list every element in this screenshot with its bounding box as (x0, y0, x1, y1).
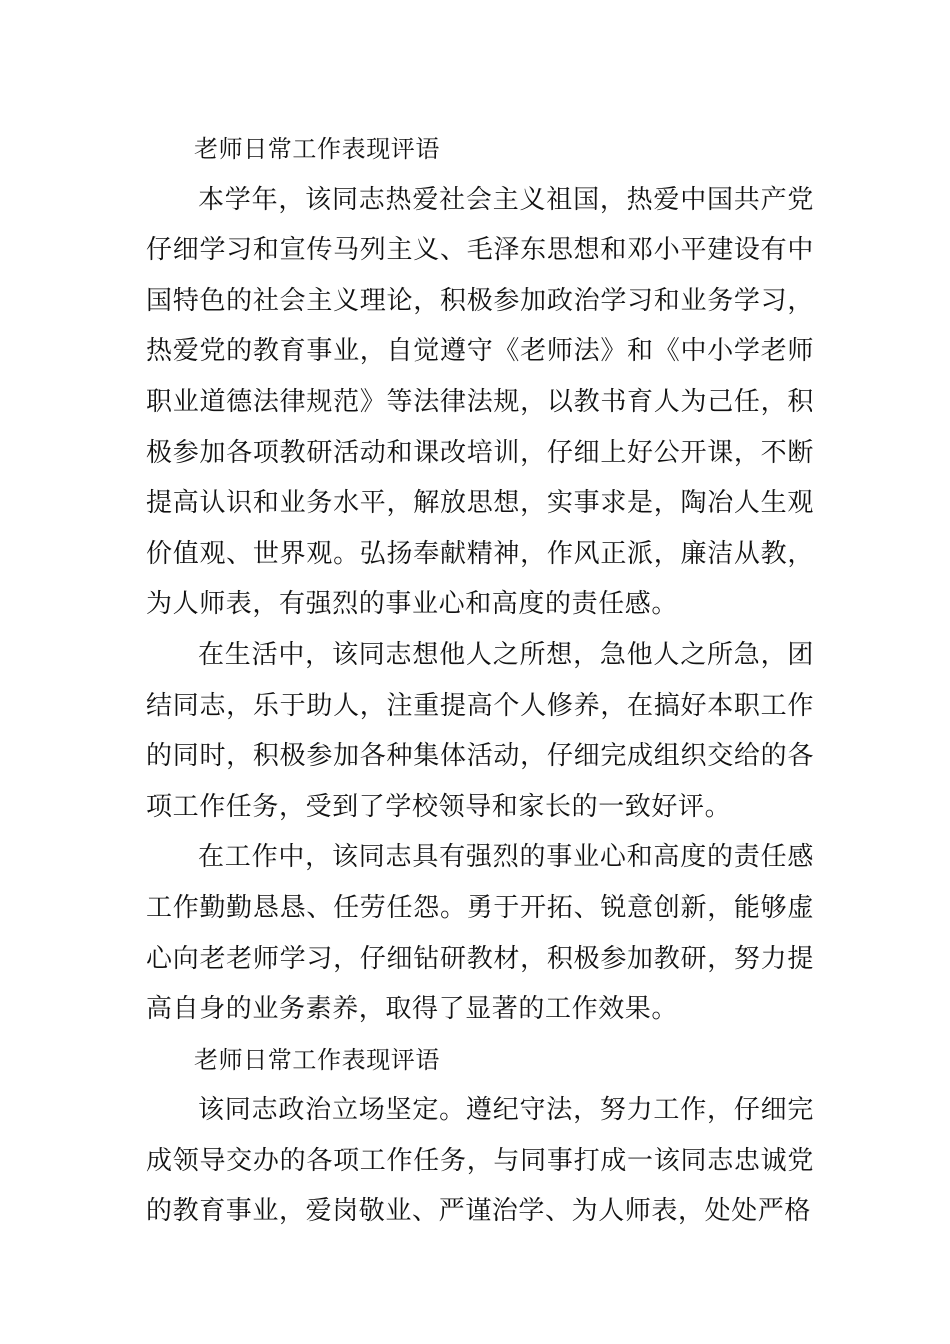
document-body (146, 124, 814, 1237)
paragraph-3: 在工作中，该同志具有强烈的事业心和高度的责任感工作勤勤恳恳、任劳任怨。勇于开拓、锐意创新，能够虚心向老老师学习，仔细钻研教材，积极参加教研，努力提高自身的业务素养，取得了显著的工作效果。 (146, 842, 814, 1025)
section-heading-1: 老师日常工作表现评语 (194, 135, 440, 163)
paragraph-4: 该同志政治立场坚定。遵纪守法，努力工作，仔细完成领导交办的各项工作任务，与同事打成一该同志忠诚党的教育事业，爱岗敬业、严谨治学、为人师表，处处严格 (146, 1095, 814, 1227)
paragraph-2: 在生活中，该同志想他人之所想，急他人之所急，团结同志，乐于助人，注重提高个人修养，在搞好本职工作的同时，积极参加各种集体活动，仔细完成组织交给的各项工作任务，受到了学校领导和家长的一致好评。 (146, 639, 814, 822)
paragraph-1: 本学年，该同志热爱社会主义祖国，热爱中国共产党仔细学习和宣传马列主义、毛泽东思想和邓小平建设有中国特色的社会主义理论，积极参加政治学习和业务学习，热爱党的教育事业，自觉遵守《老师法》和《中小学老师职业道德法律规范》等法律法规，以教书育人为己任，积极参加各项教研活动和课改培训，仔细上好公开课，不断提高认识和业务水平，解放思想，实事求是，陶冶人生观价值观、世界观。弘扬奉献精神，作风正派，廉洁从教，为人师表，有强烈的事业心和高度的责任感。 (146, 184, 814, 620)
section-heading-2: 老师日常工作表现评语 (194, 1045, 440, 1074)
